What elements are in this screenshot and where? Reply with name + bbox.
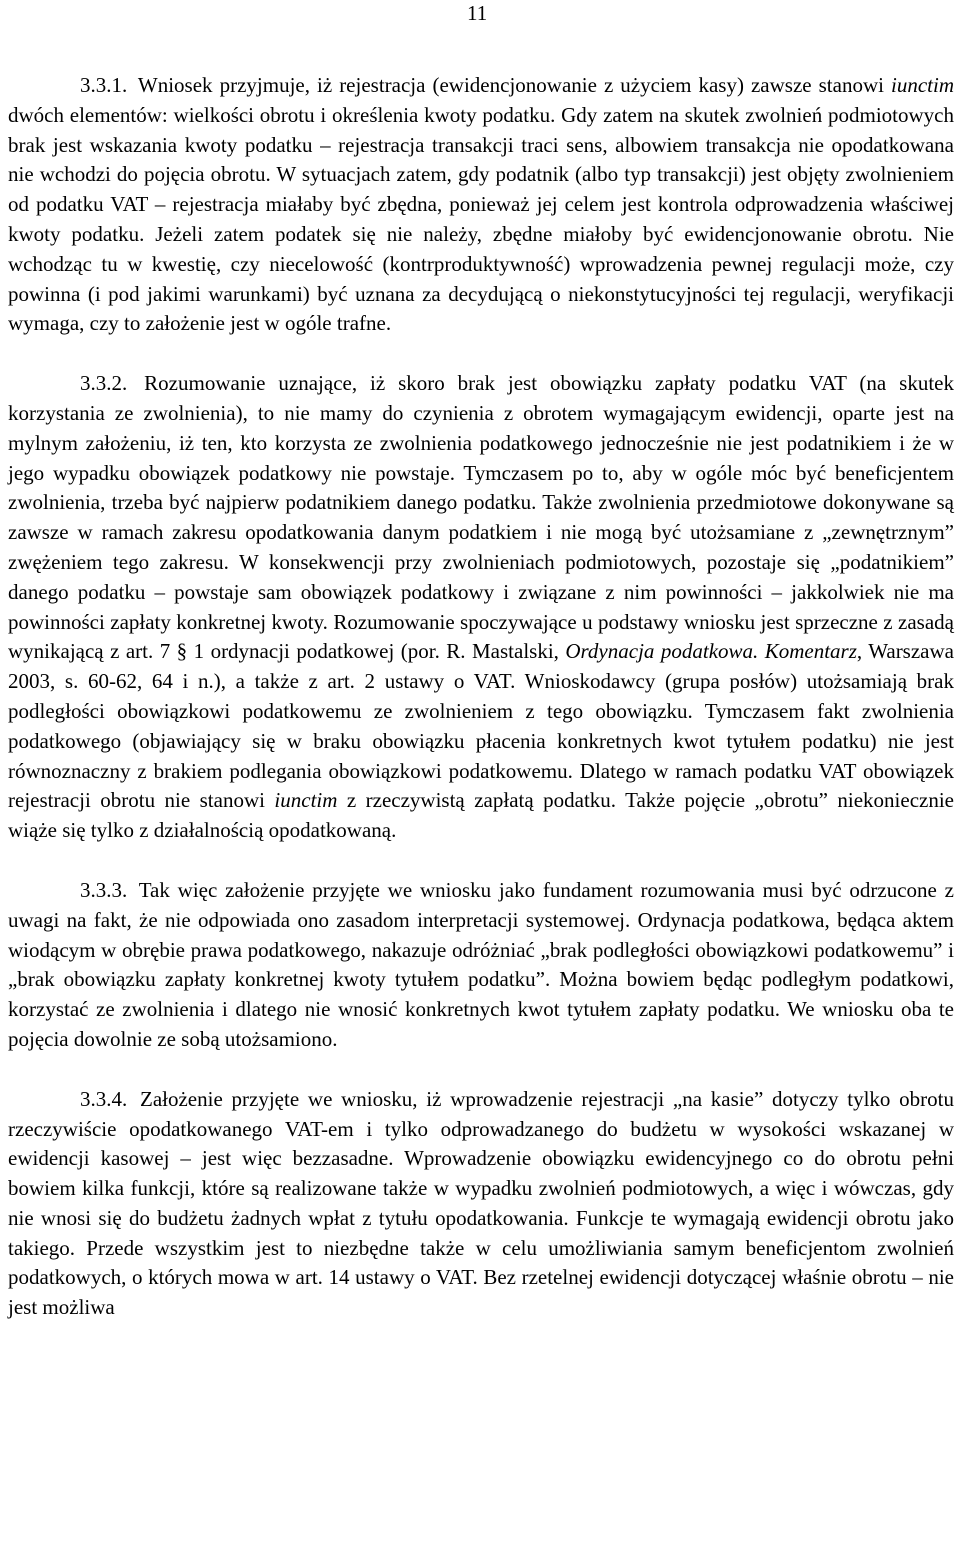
paragraph-text: z rzeczywistą zapłatą podatku. Także pojęcie „obrotu” niekoniecznie wiąże się tylko z działalnością opodatkowaną. — [8, 788, 955, 843]
paragraph-number: 3.3.3. — [80, 877, 128, 902]
document-body — [8, 71, 954, 1323]
paragraph-text-italic: iunctim — [274, 788, 338, 813]
paragraph-3-3-1 — [8, 71, 954, 339]
paragraph-text: Założenie przyjęte we wniosku, iż wprowadzenie rejestracji „na kasie” dotyczy tylko obrotu rzeczywiście opodatkowanego VAT-em i tylko odprowadzanego do budżetu w wysokości wskazanej w ewidencji kasowej – jest więc bezzasadne. Wprowadzenie obowiązku ewidencyjnego co do obrotu pełni bowiem kilka funkcji, które są realizowane także w wypadku zwolnień podmiotowych, a więc i wówczas, gdy nie wnosi się do budżetu żadnych wpłat z tytułu opodatkowania. Funkcje te wymagają ewidencji obrotu jako takiego. Przede wszystkim jest to niezbędne także w celu umożliwiania samym beneficjentom zwolnień podatkowych, o których mowa w art. 14 ustawy o VAT. Bez rzetelnej ewidencji dotyczącej właśnie obrotu – nie jest możliwa — [8, 1086, 954, 1320]
paragraph-3-3-3 — [8, 876, 954, 1055]
paragraph-number: 3.3.1. — [80, 73, 128, 97]
paragraph-text: Tak więc założenie przyjęte we wniosku jako fundament rozumowania musi być odrzucone z uwagi na fakt, że nie odpowiada ono zasadom interpretacji systemowej. Ordynacja podatkowa, będąca aktem wiodącym w obrębie prawa podatkowego, nakazuje odróżniać „brak podległości obowiązkowi podatkowemu” i „brak obowiązku zapłaty konkretnej kwoty tytułem podatku”. Można bowiem będąc podległym podatkowi, korzystać ze zwolnienia i dlatego nie wnosić konkretnych kwot tytułem zapłaty podatku. We wniosku oba te pojęcia dowolnie ze sobą utożsamiono. — [8, 877, 954, 1051]
paragraph-number: 3.3.4. — [80, 1086, 128, 1111]
paragraph-3-3-4 — [8, 1085, 954, 1323]
paragraph-text: Wniosek przyjmuje, iż rejestracja (ewidencjonowanie z użyciem kasy) zawsze stanowi — [137, 73, 891, 97]
page-number: 11 — [467, 1, 488, 25]
paragraph-text: Rozumowanie uznające, iż skoro brak jest obowiązku zapłaty podatku VAT (na skutek korzystania ze zwolnienia), to nie mamy do czynienia z obrotem wymagającym ewidencji, oparte jest na mylnym założeniu, iż ten, kto korzysta ze zwolnienia podatkowego jednocześnie nie jest podatnikiem i że w jego wypadku obowiązek podatkowy nie powstaje. Tymczasem po to, aby w ogóle móc być beneficjentem zwolnienia, trzeba być najpierw podatnikiem danego podatku. Także zwolnienia przedmiotowe dokonywane są zawsze w ramach zakresu opodatkowania danym podatkiem i nie mogą być utożsamiane z „zewnętrznym” zwężeniem tego zakresu. W konsekwencji przy zwolnieniach podmiotowych, pozostaje się „podatnikiem” danego podatku – powstaje sam obowiązek podatkowy i związane z nim powinności – jakkolwiek nie ma powinności zapłaty konkretnej kwoty. Rozumowanie spoczywające u podstawy wniosku jest sprzeczne z zasadą wynikającą z art. 7 § 1 ordynacji podatkowej (por. R. Mastalski, — [8, 371, 954, 664]
paragraph-text-italic: iunctim — [891, 73, 954, 97]
paragraph-text-italic: Ordynacja podatkowa. Komentarz — [565, 639, 857, 664]
paragraph-number: 3.3.2. — [80, 371, 128, 396]
paragraph-3-3-2 — [8, 369, 954, 846]
paragraph-text: , Warszawa 2003, s. 60-62, 64 i n.), a także z art. 2 ustawy o VAT. Wnioskodawcy (grupa posłów) utożsamiają brak podległości obowiązkowi podatkowemu ze zwolnieniem z tego obowiązku. Tymczasem fakt zwolnienia podatkowego (objawiający się w braku obowiązku płacenia konkretnych kwot tytułem podatku) nie jest równoznaczny z brakiem podlegania obowiązkowi podatkowemu. Dlatego w ramach podatku VAT obowiązek rejestracji obrotu nie stanowi — [8, 639, 954, 813]
paragraph-text: dwóch elementów: wielkości obrotu i określenia kwoty podatku. Gdy zatem na skutek zwolnień podmiotowych brak jest wskazania kwoty podatku – rejestracja transakcji traci sens, albowiem transakcja nie opodatkowana nie wchodzi do pojęcia obrotu. W sytuacjach zatem, gdy podatnik (albo typ transakcji) jest objęty zwolnieniem od podatku VAT – rejestracja miałaby być zbędna, ponieważ jej celem jest kontrola odprowadzenia właściwej kwoty podatku. Jeżeli zatem podatek się nie należy, zbędne miałoby być ewidencjonowanie obrotu. Nie wchodząc tu w kwestię, czy niecelowość (kontrproduktywność) wprowadzenia pewnej regulacji może, czy powinna (i pod jakimi warunkami) być uznana za decydującą o niekonstytucyjności tej regulacji, weryfikacji wymaga, czy to założenie jest w ogóle trafne. — [8, 102, 954, 336]
